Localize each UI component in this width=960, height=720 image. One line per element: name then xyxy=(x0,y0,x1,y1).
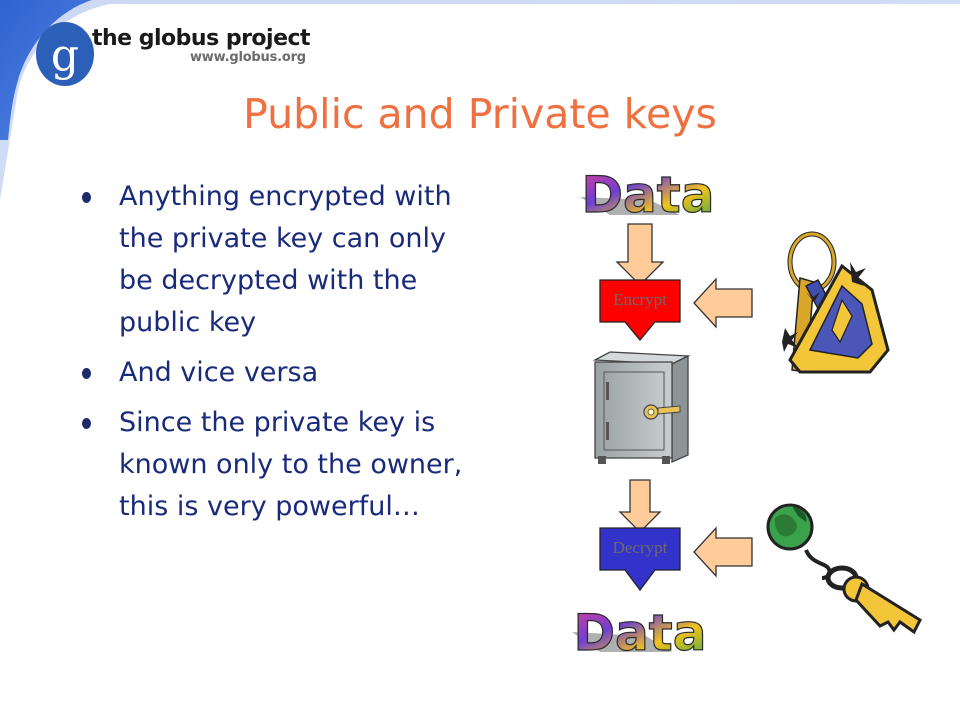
down-arrow-icon xyxy=(617,224,663,285)
bottom-data-wordart xyxy=(572,604,706,662)
logo-url: www.globus.org xyxy=(190,50,306,65)
logo-letter: g xyxy=(50,30,80,81)
left-arrow-icon xyxy=(694,528,752,576)
encrypt-label: Encrypt xyxy=(613,290,667,309)
bullet-text: Since the private key is known only to the owner, this is very powerful… xyxy=(119,407,463,522)
bottom-data-text: Data xyxy=(573,604,707,662)
private-key-icon xyxy=(782,234,888,372)
bullet-text: Anything encrypted with the private key can only be decrypted with the public key xyxy=(119,181,452,338)
encrypt-box xyxy=(600,280,680,340)
decrypt-label: Decrypt xyxy=(612,538,668,557)
page-title: Public and Private keys xyxy=(243,90,717,138)
down-arrow-icon xyxy=(620,480,660,532)
top-data-text: Data xyxy=(581,166,715,224)
bullet-text: And vice versa xyxy=(119,357,319,388)
public-key-icon xyxy=(768,505,920,632)
top-data-wordart xyxy=(580,166,714,224)
left-arrow-icon xyxy=(694,279,752,327)
logo-text: the globus project xyxy=(92,26,311,51)
safe-icon xyxy=(595,352,688,464)
